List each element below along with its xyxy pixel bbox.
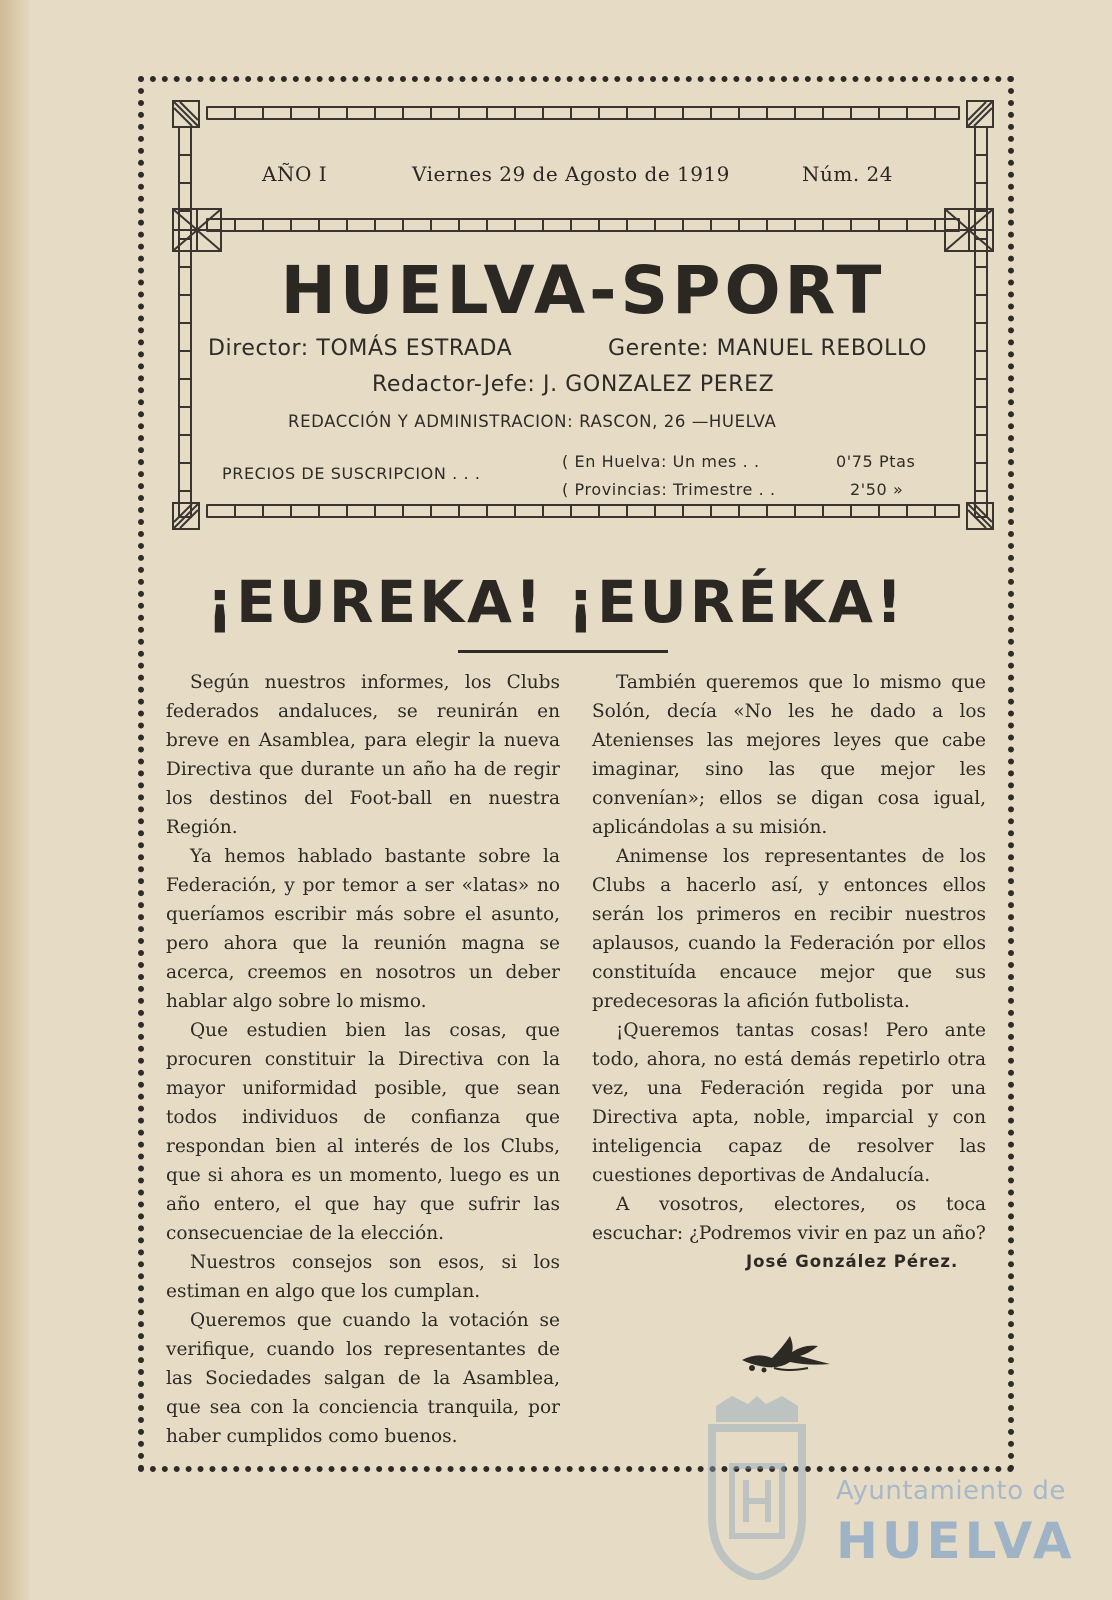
bird-ornament-icon	[738, 1330, 838, 1374]
article-headline: ¡EUREKA! ¡EURÉKA!	[206, 568, 906, 636]
address-line: REDACCIÓN Y ADMINISTRACION: RASCON, 26 —HUELVA	[288, 412, 777, 431]
article-column-left	[166, 668, 560, 1451]
paragraph: También queremos que lo mismo que Solón, decía «No les he dado a los Atenienses las mejores leyes que cabe imaginar, sino las que mejor les convenían»; ellos se digan cosa igual, aplicándolas a su misión.	[592, 672, 986, 838]
sub-local-price: 0'75 Ptas	[836, 452, 916, 471]
issue-date: Viernes 29 de Agosto de 1919	[412, 162, 730, 186]
corner-ornament-icon	[172, 502, 200, 530]
sub-prov-label: ( Provincias: Trimestre . .	[562, 480, 776, 499]
paragraph: Nuestros consejos son esos, si los estiman en algo que los cumplan.	[166, 1252, 560, 1302]
headline-rule	[458, 650, 668, 653]
corner-ornament-icon	[966, 502, 994, 530]
paragraph: ¡Queremos tantas cosas! Pero ante todo, ahora, no está demás repetirlo otra vez, una Federación regida por una Directiva apta, noble, imparcial y con inteligencia capaz de resolver las cuestiones deportivas de Andalucía.	[592, 1020, 986, 1186]
watermark-text: HUELVA	[836, 1512, 1076, 1570]
city-seal-watermark-icon	[702, 1396, 812, 1580]
article-column-right	[592, 668, 986, 1248]
sub-local-label: ( En Huelva: Un mes . .	[562, 452, 760, 471]
director-name: TOMÁS ESTRADA	[316, 336, 513, 361]
paragraph: A vosotros, electores, os toca escuchar: ¿Podremos vivir en paz un año?	[592, 1194, 986, 1244]
issue-meta-row	[262, 162, 894, 192]
masthead-date-rule	[206, 218, 960, 232]
paragraph: Ya hemos hablado bastante sobre la Federación, y por temor a ser «latas» no queríamos escribir más sobre el asunto, pero ahora que la reunión magna se acerca, creemos en nosotros un deber hablar algo sobre lo mismo.	[166, 846, 560, 1012]
page-edge	[0, 0, 30, 1600]
masthead-bottom-rule	[206, 504, 960, 518]
issue-year: AÑO I	[262, 162, 328, 186]
paragraph: Según nuestros informes, los Clubs federados andaluces, se reunirán en breve en Asamblea, para elegir la nueva Directiva que durante un año ha de regir los destinos del Foot-ball en nuestra Región.	[166, 672, 560, 838]
issue-number: Núm. 24	[802, 162, 894, 186]
cross-ornament-icon	[944, 208, 994, 252]
masthead-top-rule	[206, 106, 960, 120]
manager-line	[608, 336, 927, 361]
cross-ornament-icon	[172, 208, 222, 252]
watermark-text: Ayuntamiento de	[836, 1476, 1066, 1506]
manager-label: Gerente:	[608, 336, 709, 361]
editor-label: Redactor-Jefe:	[372, 372, 536, 397]
director-label: Director:	[208, 336, 309, 361]
director-line	[208, 336, 512, 361]
corner-ornament-icon	[172, 100, 200, 128]
paragraph: Animense los representantes de los Clubs a hacerlo así, y entonces ellos serán los primeros en recibir nuestros aplausos, cuando la Federación por ellos constituída encauce mejor que sus predecesoras la afición futbolista.	[592, 846, 986, 1012]
sub-prov-price: 2'50 »	[850, 480, 904, 499]
subscription-label: PRECIOS DE SUSCRIPCION . . .	[222, 464, 481, 483]
article-signature: José González Pérez.	[746, 1252, 959, 1271]
paragraph: Queremos que cuando la votación se verifique, cuando los representantes de las Sociedades salgan de la Asamblea, que sea con la conciencia tranquila, por haber cumplidos como buenos.	[166, 1310, 560, 1447]
manager-name: MANUEL REBOLLO	[716, 336, 927, 361]
masthead-box	[172, 100, 994, 544]
editor-line	[372, 372, 774, 397]
editor-name: J. GONZALEZ PEREZ	[542, 372, 775, 397]
paragraph: Que estudien bien las cosas, que procuren constituir la Directiva con la mayor uniformidad posible, que sean todos individuos de confianza que respondan bien al interés de los Clubs, que si ahora es un momento, luego es un año entero, el que hay que sufrir las consecuenciae de la elección.	[166, 1020, 560, 1244]
corner-ornament-icon	[966, 100, 994, 128]
masthead-title: HUELVA-SPORT	[280, 252, 886, 329]
